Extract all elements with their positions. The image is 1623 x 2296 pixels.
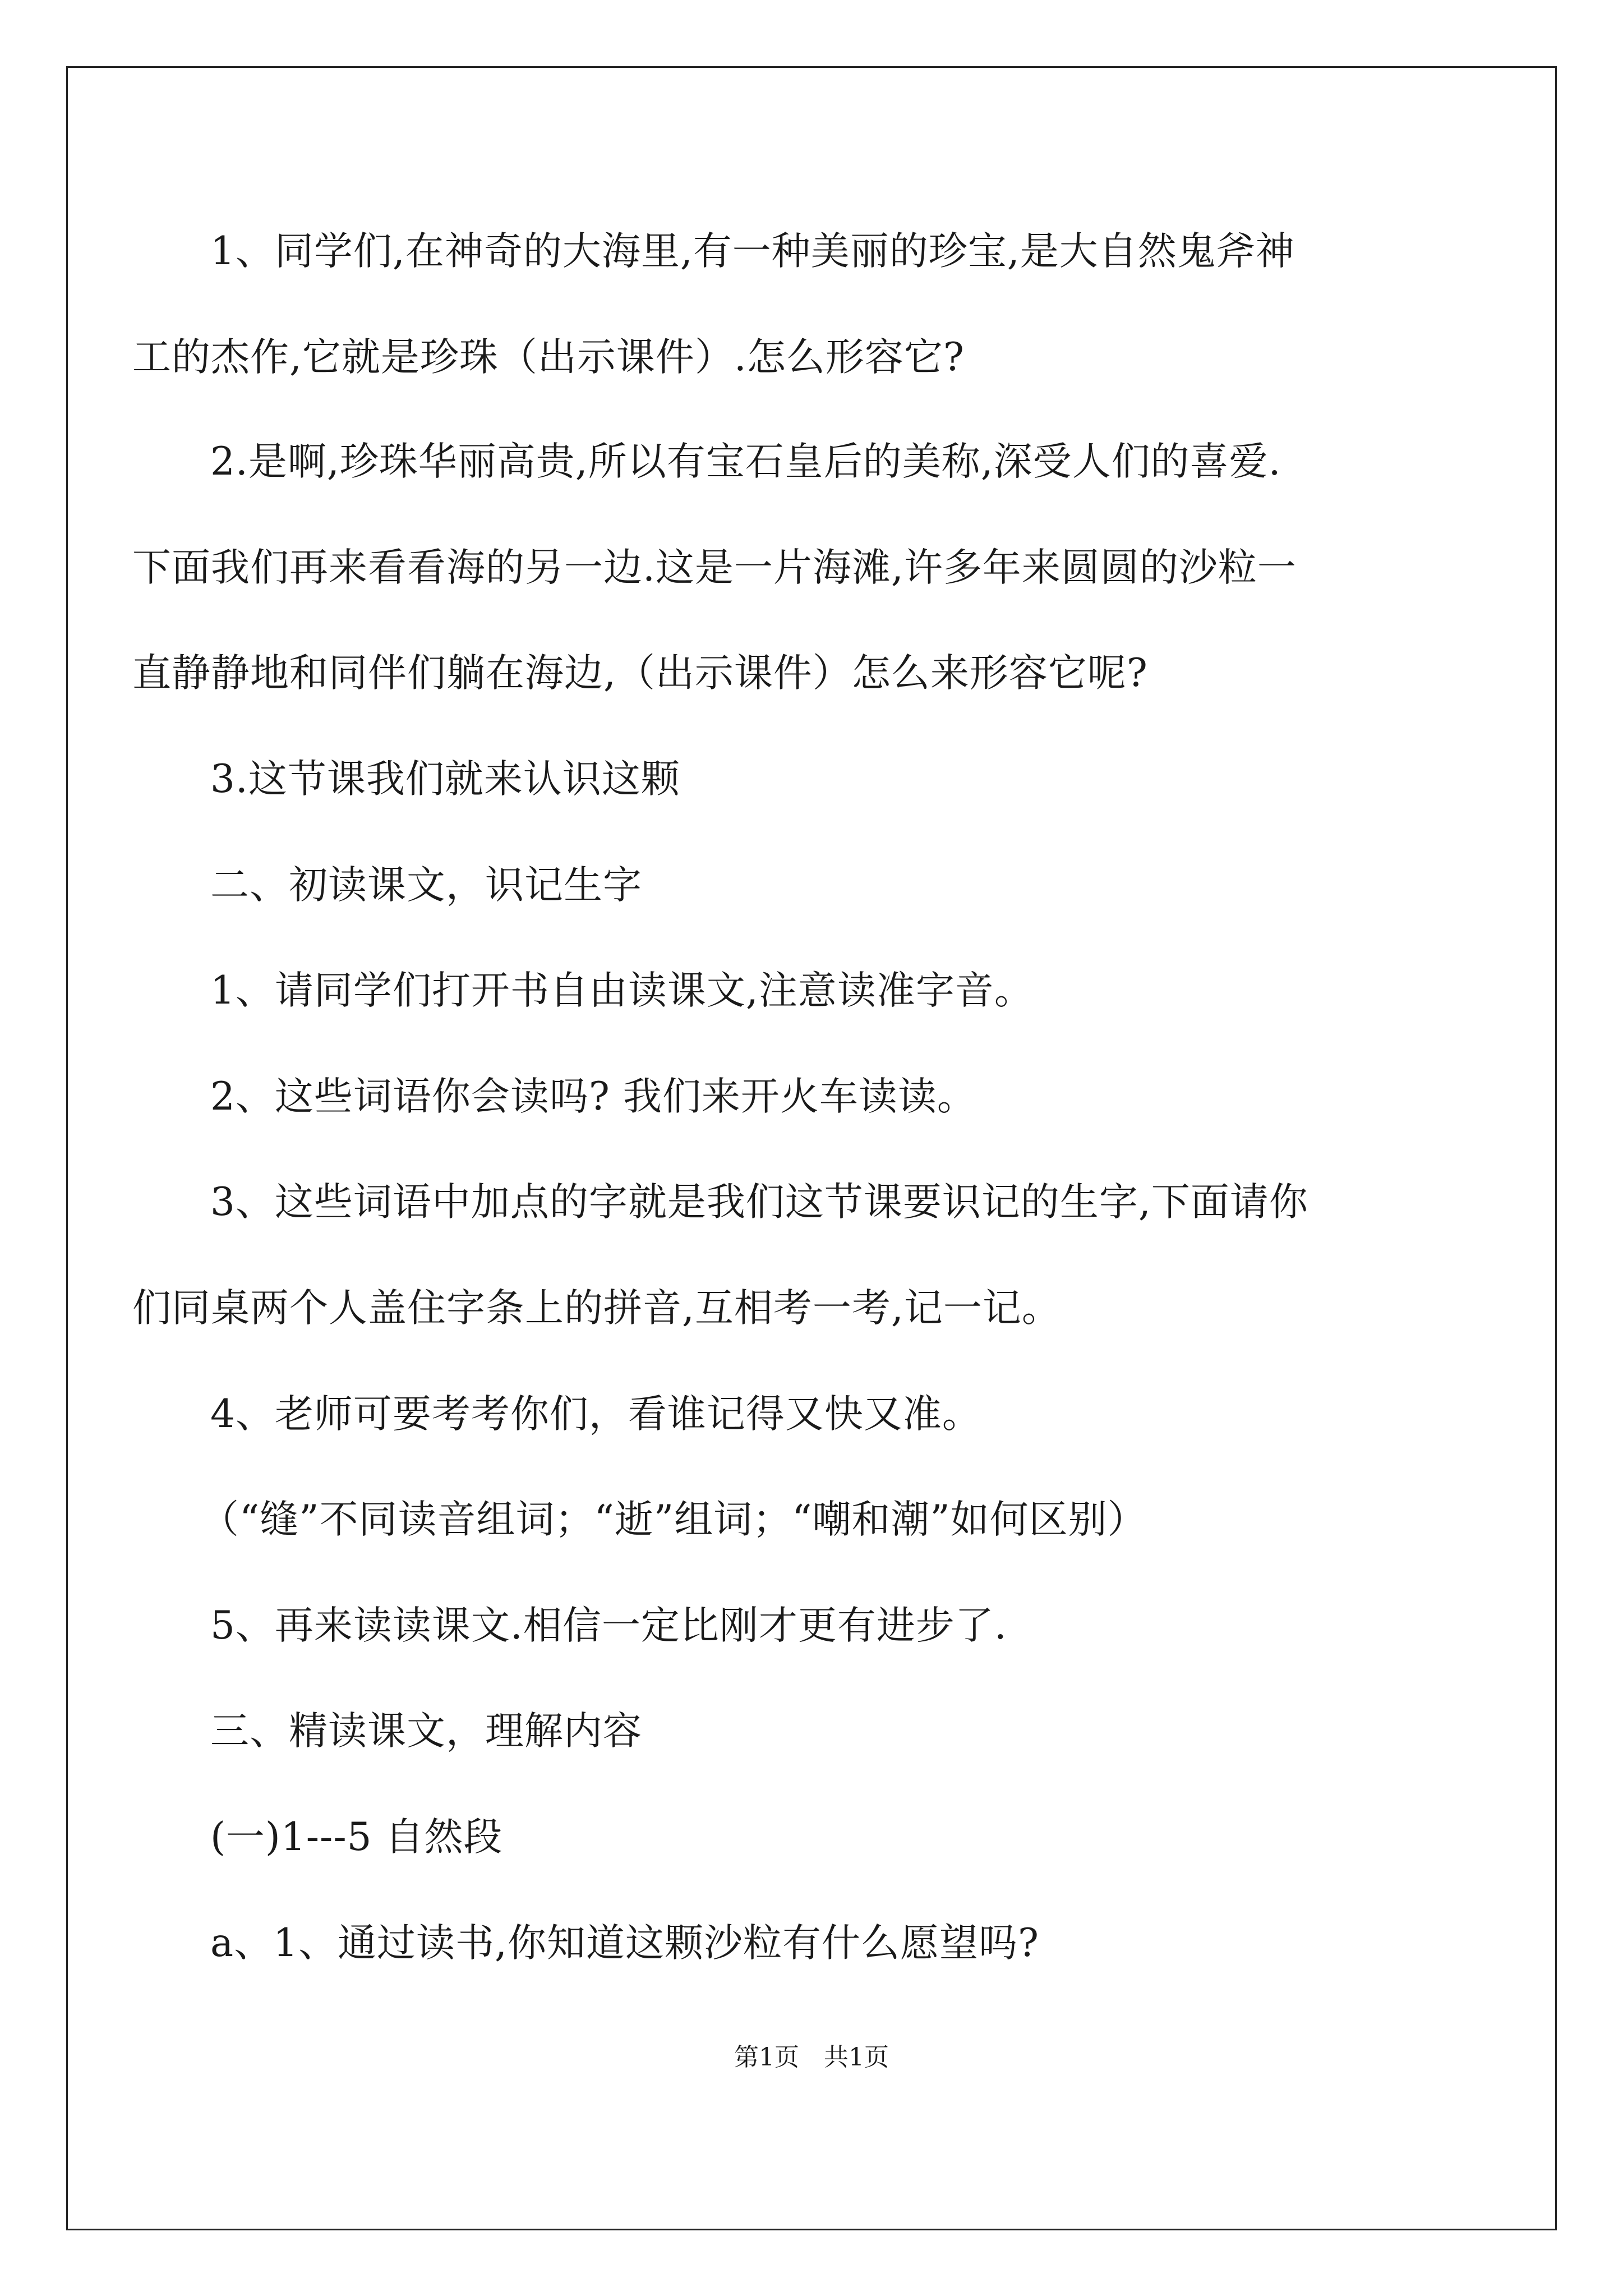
paragraph-line: 3、这些词语中加点的字就是我们这节课要识记的生字,下面请你 [210, 1180, 1308, 1225]
page-border [66, 66, 1557, 2230]
section-heading: 三、精读课文，理解内容 [210, 1709, 642, 1754]
paragraph-line: 直静静地和同伴们躺在海边,（出示课件）怎么来形容它呢? [132, 651, 1148, 696]
section-heading: 二、初读课文，识记生字 [210, 863, 642, 908]
paragraph-line: 3.这节课我们就来认识这颗 [210, 757, 680, 802]
paragraph-line: 工的杰作,它就是珍珠（出示课件）.怎么形容它? [132, 335, 965, 380]
paragraph-line: 2、这些词语你会读吗? 我们来开火车读读。 [210, 1074, 976, 1119]
paragraph-line: a、1、通过读书,你知道这颗沙粒有什么愿望吗? [210, 1921, 1039, 1966]
paragraph-line: 5、再来读读课文.相信一定比刚才更有进步了. [210, 1603, 1007, 1648]
page-footer: 第1页 共1页 [734, 2043, 889, 2072]
paragraph-line: 2.是啊,珍珠华丽高贵,所以有宝石皇后的美称,深受人们的喜爱. [210, 439, 1281, 484]
paragraph-line: 1、请同学们打开书自由读课文,注意读准字音。 [210, 968, 1034, 1013]
subsection-heading: (一)1---5 自然段 [210, 1815, 503, 1860]
paragraph-line: 下面我们再来看看海的另一边.这是一片海滩,许多年来圆圆的沙粒一 [132, 545, 1297, 590]
paragraph-line: （“缝”不同读音组词；“逝”组词；“嘲和潮”如何区别） [200, 1497, 1147, 1542]
paragraph-line: 1、同学们,在神奇的大海里,有一种美丽的珍宝,是大自然鬼斧神 [210, 229, 1295, 274]
paragraph-line: 们同桌两个人盖住字条上的拼音,互相考一考,记一记。 [132, 1286, 1061, 1331]
paragraph-line: 4、老师可要考考你们，看谁记得又快又准。 [210, 1392, 981, 1437]
